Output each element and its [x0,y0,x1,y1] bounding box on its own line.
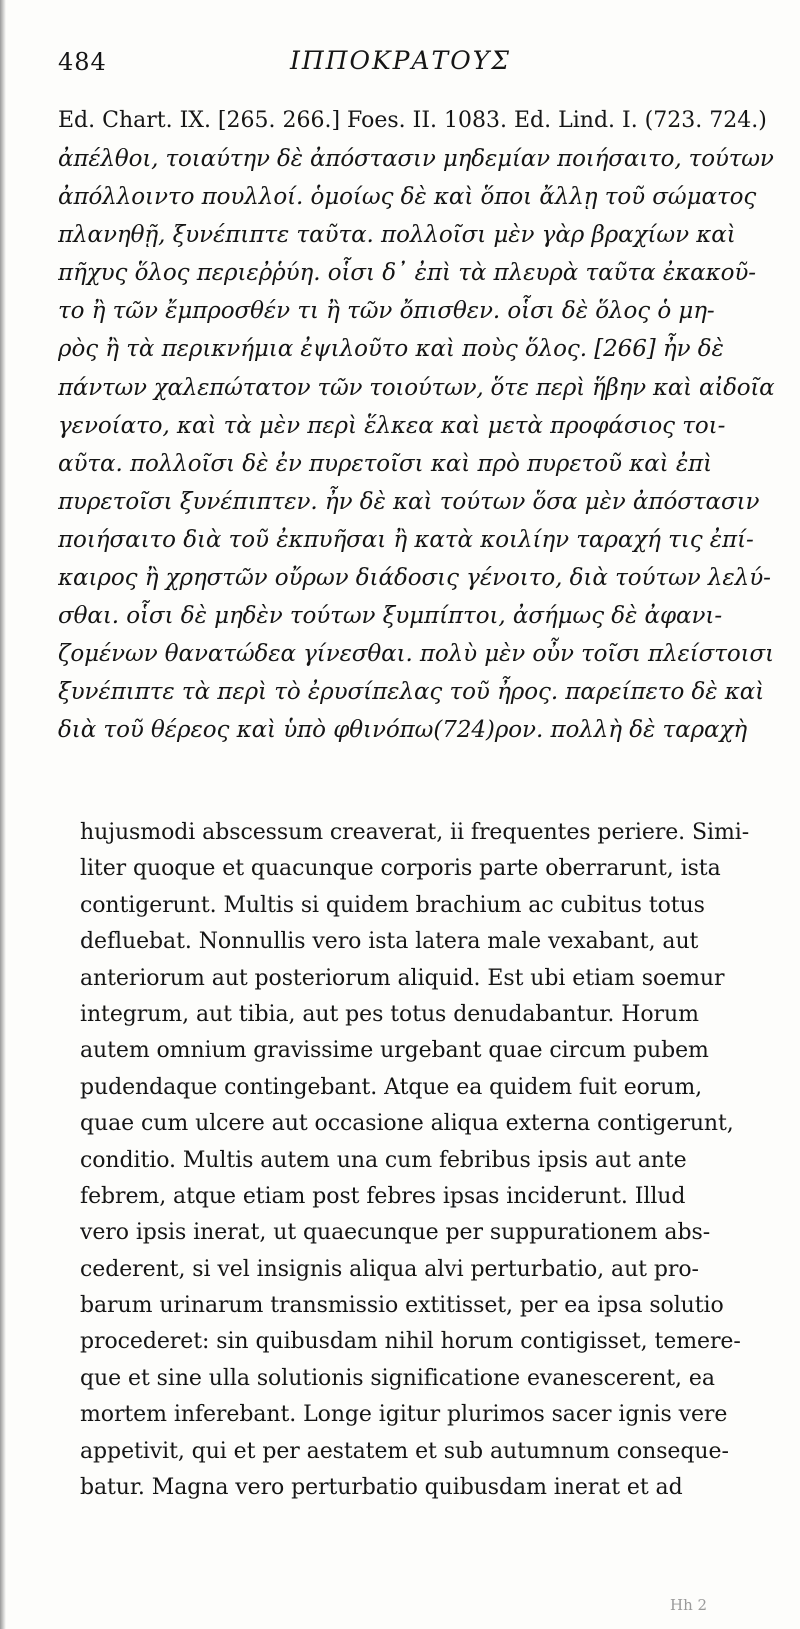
latin-text-line: cederent, si vel insignis aliqua alvi perturbatio, aut pro- [80,1256,699,1282]
latin-text-line: febrem, atque etiam post febres ipsas inciderunt. Illud [80,1183,686,1209]
greek-text-line: καιρος ἢ χρηστῶν οὔρων διάδοσις γένοιτο, διὰ τούτων λελύ- [58,565,771,592]
latin-text-line: hujusmodi abscessum creaverat, ii frequentes periere. Simi- [80,820,750,845]
greek-text-line: σθαι. οἷσι δὲ μηδὲν τούτων ξυμπίπτοι, ἀσήμως δὲ ἀφανι- [58,603,723,630]
latin-text-line: anteriorum aut posteriorum aliquid. Est ubi etiam soemur [80,965,725,991]
greek-text-line: ζομένων θανατώδεα γίνεσθαι. πολὺ μὲν οὖν τοῖσι πλείστοισι [58,641,775,668]
latin-text-line: defluebat. Nonnullis vero ista latera male vexabant, aut [80,929,699,955]
latin-text-line: autem omnium gravissime urgebant quae circum pubem [80,1038,709,1064]
latin-text-line: procederet: sin quibusdam nihil horum contigisset, temere- [80,1329,741,1355]
greek-text-line: πῆχυς ὅλος περιεῤῥύη. οἷσι δ᾽ ἐπὶ τὰ πλευρὰ ταῦτα ἐκακοῦ- [58,260,756,287]
greek-text-line: διὰ τοῦ θέρεος καὶ ὑπὸ φθινόπω(724)ρον. πολλὴ δὲ ταραχὴ [58,717,748,744]
latin-text-line: liter quoque et quacunque corporis parte oberrarunt, ista [80,856,721,882]
latin-text-line: integrum, aut tibia, aut pes totus denudabantur. Horum [80,1001,699,1027]
greek-text-line: ἀπόλλοιντο πουλλοί. ὁμοίως δὲ καὶ ὅποι ἄλλῃ τοῦ σώματος [58,184,757,211]
greek-text-line: πάντων χαλεπώτατον τῶν τοιούτων, ὅτε περὶ ἥβην καὶ αἰδοῖα [58,374,775,401]
greek-text-line: ρὸς ἢ τὰ περικνήμια ἐψιλοῦτο καὶ ποὺς ὅλος. [266] ἦν δὲ [58,336,724,363]
latin-text-line: mortem inferebant. Longe igitur plurimos sacer ignis vere [80,1402,728,1428]
greek-text-line: αῦτα. πολλοῖσι δὲ ἐν πυρετοῖσι καὶ πρὸ πυρετοῦ καὶ ἐπὶ [58,450,713,477]
latin-text-line: conditio. Multis autem una cum febribus ipsis aut ante [80,1147,687,1173]
latin-text-line: quae cum ulcere aut occasione aliqua externa contigerunt, [80,1111,734,1137]
running-head [58,44,758,84]
latin-text-line: pudendaque contingebant. Atque ea quidem fuit eorum, [80,1074,703,1100]
page-number: 484 [58,48,107,76]
latin-text-line: contigerunt. Multis si quidem brachium ac cubitus totus [80,892,705,918]
latin-text-line: que et sine ulla solutionis significatione evanescerent, ea [80,1365,715,1391]
latin-text-line: barum urinarum transmissio extitisset, per ea ipsa solutio [80,1293,724,1319]
greek-text-line: πυρετοῖσι ξυνέπιπτεν. ἦν δὲ καὶ τούτων ὅσα μὲν ἀπόστασιν [58,488,760,515]
latin-text-line: batur. Magna vero perturbatio quibusdam inerat et ad [80,1475,683,1501]
page-header-title: ΙΠΠΟΚΡΑΤΟΥΣ [290,46,511,75]
latin-text-line: vero ipsis inerat, ut quaecunque per suppurationem abs- [80,1220,711,1246]
greek-text-line: ποιήσαιτο διὰ τοῦ ἐκπυῆσαι ἢ κατὰ κοιλίην ταραχή τις ἐπί- [58,526,754,553]
greek-text-line: γενοίατο, καὶ τὰ μὲν περὶ ἕλκεα καὶ μετὰ προφάσιος τοι- [58,412,726,439]
greek-text-line: πλανηθῇ, ξυνέπιπτε ταῦτα. πολλοῖσι μὲν γὰρ βραχίων καὶ [58,222,736,249]
latin-text-line: appetivit, qui et per aestatem et sub autumnum conseque- [80,1438,729,1464]
signature-mark: Hh 2 [670,1596,708,1614]
greek-text-block [58,140,778,750]
greek-text-line: ἀπέλθοι, τοιαύτην δὲ ἀπόστασιν μηδεμίαν ποιήσαιτο, τούτων [58,146,774,172]
greek-text-line: ξυνέπιπτε τὰ περὶ τὸ ἐρυσίπελας τοῦ ἦρος. παρείπετο δὲ καὶ [58,679,765,706]
edition-reference-line: Ed. Chart. IX. [265. 266.] Foes. II. 1083. Ed. Lind. I. (723. 724.) [58,108,767,133]
greek-text-line: το ἢ τῶν ἔμπροσθέν τι ἢ τῶν ὄπισθεν. οἷσι δὲ ὅλος ὁ μη- [58,298,715,325]
latin-text-block [80,815,780,1506]
page-edge-shadow [0,0,6,1629]
